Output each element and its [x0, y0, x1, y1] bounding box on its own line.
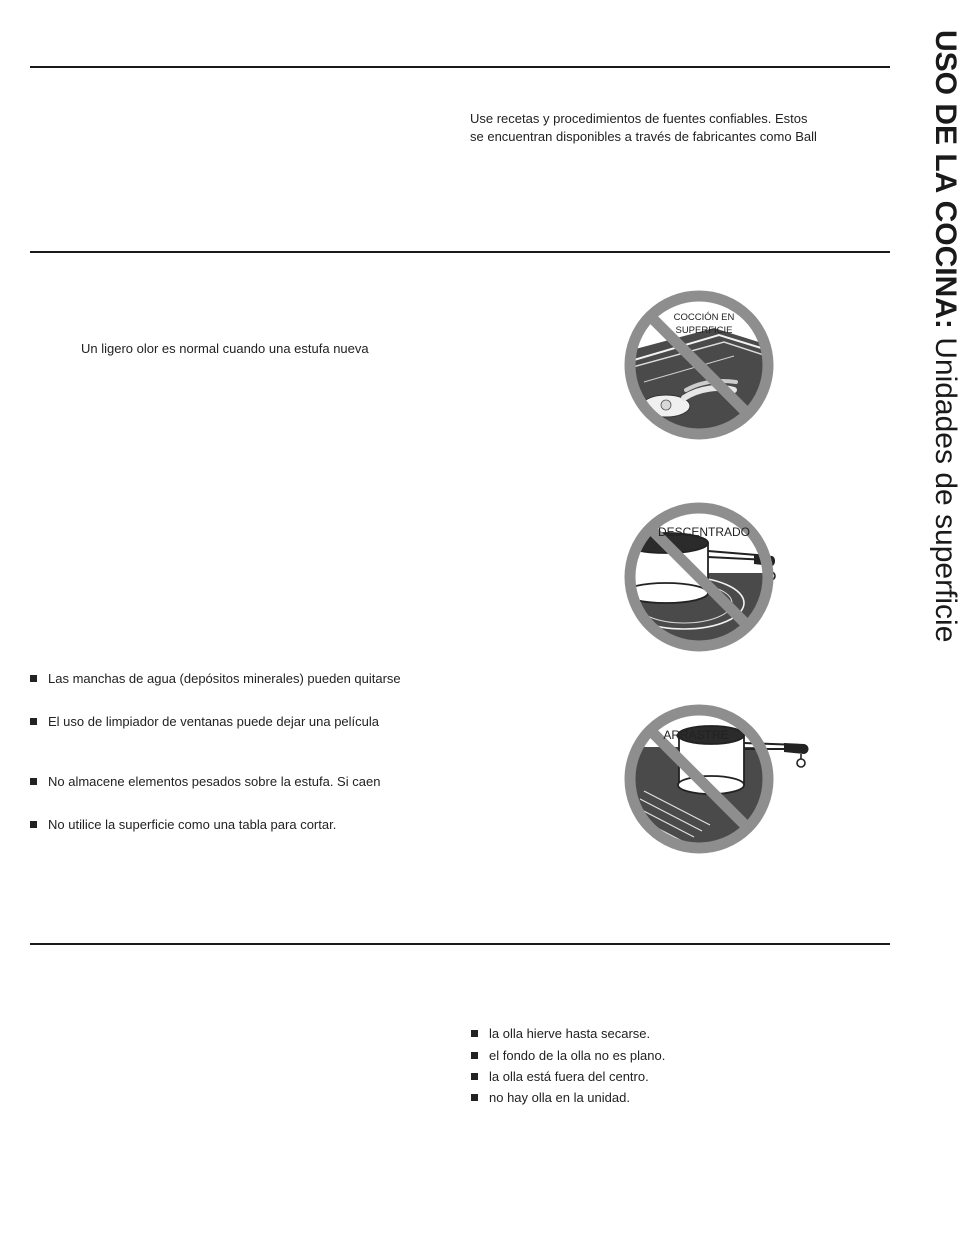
bullet-square-icon [30, 675, 37, 682]
bullet-square-icon [471, 1073, 478, 1080]
odor-text: Un ligero olor es normal cuando una estufa nueva [81, 341, 369, 356]
side-section-title [930, 30, 960, 642]
bullet-square-icon [471, 1052, 478, 1059]
list-item-text: El uso de limpiador de ventanas puede dejar una película [48, 714, 380, 729]
list-item [471, 1068, 649, 1086]
no-surface-cooking-icon [624, 290, 784, 440]
no-dragging-pot-icon [624, 707, 814, 852]
list-item [471, 1089, 630, 1107]
bullet-square-icon [471, 1030, 478, 1037]
icon-label: ARRASTRE [663, 728, 729, 742]
list-item-text: Las manchas de agua (depósitos minerales) pueden quitarse [48, 671, 401, 686]
side-title-bold: USO DE LA COCINA: [929, 30, 962, 329]
list-item [471, 1047, 665, 1065]
list-item [30, 713, 379, 731]
section-divider-shutoff [30, 943, 890, 945]
canning-text-line1: Use recetas y procedimientos de fuentes confiables. Estos [470, 111, 808, 126]
bullet-square-icon [30, 718, 37, 725]
list-item [30, 816, 336, 834]
canning-text-line2: se encuentran disponibles a través de fabricantes como Ball [470, 129, 817, 144]
list-item [30, 773, 380, 791]
icon-label-line1: COCCIÓN EN [673, 312, 735, 323]
list-item-text: la olla está fuera del centro. [489, 1069, 649, 1084]
bullet-square-icon [471, 1094, 478, 1101]
bullet-square-icon [30, 821, 37, 828]
icon-label: DESCENTRADO [657, 525, 751, 539]
list-item-text: No almacene elementos pesados sobre la estufa. Si caen [48, 774, 381, 789]
section-divider-care [30, 251, 890, 253]
no-off-center-pot-icon [624, 503, 784, 653]
list-item-text: No utilice la superficie como una tabla para cortar. [48, 817, 337, 832]
bullet-square-icon [30, 778, 37, 785]
icon-label-line2: SUPERFICIE [675, 325, 733, 336]
section-divider-top [30, 66, 890, 68]
list-item [471, 1025, 650, 1043]
list-item [30, 670, 401, 688]
list-item-text: el fondo de la olla no es plano. [489, 1048, 666, 1063]
side-title-regular: Unidades de superficie [929, 328, 962, 643]
list-item-text: la olla hierve hasta secarse. [489, 1026, 651, 1041]
list-item-text: no hay olla en la unidad. [489, 1090, 630, 1105]
